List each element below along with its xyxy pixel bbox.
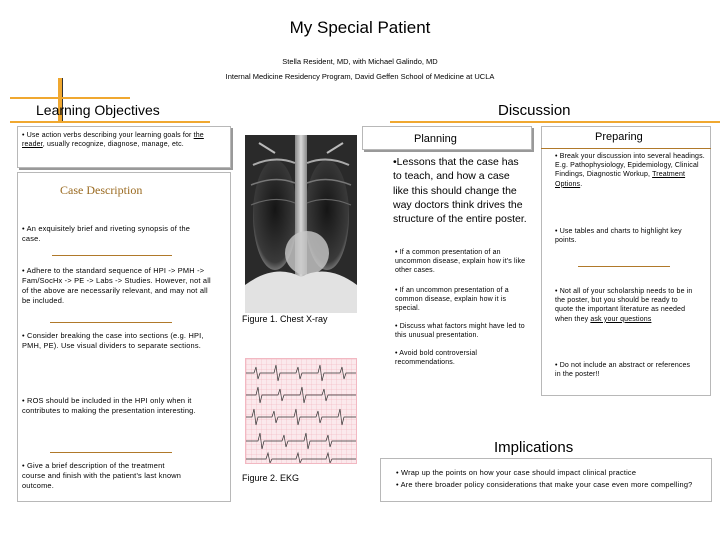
- preparing-bullet-2: • Use tables and charts to highlight key points.: [555, 228, 682, 245]
- implications-heading: Implications: [494, 439, 574, 456]
- poster-title: My Special Patient: [289, 18, 431, 37]
- preparing-heading-divider: [541, 148, 711, 149]
- case-divider-1: [52, 255, 172, 256]
- case-bullet-2: • Adhere to the standard sequence of HPI -> PMH -> Fam/SocHx -> PE -> Labs -> Studies. However, not all of the above are necessarily relevant, and may not all be included.: [22, 266, 211, 305]
- case-description-heading: Case Description: [60, 183, 143, 197]
- learning-objectives-heading: Learning Objectives: [36, 102, 160, 118]
- case-divider-2: [50, 322, 172, 323]
- planning-lead: •Lessons that the case has to teach, and how a case like this should change the way doctors think drives the structure of the entire poster.: [393, 156, 527, 226]
- figure-1-caption: Figure 1. Chest X-ray: [242, 314, 328, 324]
- planning-bullet-2: • If an uncommon presentation of a common disease, explain how it is special.: [395, 287, 509, 313]
- chest-xray-image: [245, 135, 357, 313]
- poster-authors: Stella Resident, MD, with Michael Galindo, MD: [282, 57, 438, 66]
- planning-bullet-4: • Avoid bold controversial recommendations.: [395, 350, 478, 367]
- preparing-divider: [578, 266, 670, 267]
- decor-top-bar: [10, 97, 130, 99]
- ask-questions-underlined: ask your questions: [590, 315, 652, 323]
- planning-bullet-3: • Discuss what factors might have led to this unusual presentation.: [395, 323, 525, 340]
- case-bullet-5: • Give a brief description of the treatment course and finish with the patient's last known outcome.: [22, 461, 182, 490]
- ekg-image: [245, 358, 357, 464]
- preparing-bullet-1: • Break your discussion into several headings. E.g. Pathophysiology, Epidemiology, Clinical Findings, Diagnostic Workup, Treatment Options.: [555, 153, 705, 188]
- case-bullet-4: • ROS should be included in the HPI only when it contributes to making the presentation interesting.: [22, 396, 196, 415]
- objectives-text: • Use action verbs describing your learning goals for the reader, usually recognize, diagnose, manage, etc.: [22, 132, 204, 149]
- planning-bullet-1: • If a common presentation of an uncommon disease, explain how it's like other cases.: [395, 249, 526, 275]
- treatment-options-link: Treatment Options: [555, 171, 686, 188]
- preparing-bullet-4: • Do not include an abstract or references in the poster!!: [555, 362, 691, 379]
- implications-bullet-1: • Wrap up the points on how your case should impact clinical practice: [396, 468, 637, 477]
- figure-2-caption: Figure 2. EKG: [242, 473, 300, 483]
- preparing-bullet-3: • Not all of your scholarship needs to be in the poster, but you should be ready to quote the important literature as needed when they ask your questions: [555, 288, 693, 323]
- preparing-heading: Preparing: [595, 131, 643, 143]
- objectives-underlined: the reader: [22, 132, 204, 149]
- decor-disc-underline: [390, 121, 720, 123]
- implications-bullet-2: • Are there broader policy considerations that make your case even more compelling?: [396, 480, 693, 489]
- planning-heading: Planning: [414, 133, 457, 145]
- discussion-heading: Discussion: [498, 102, 571, 119]
- case-divider-3: [50, 452, 172, 453]
- poster-affiliation: Internal Medicine Residency Program, David Geffen School of Medicine at UCLA: [225, 72, 495, 81]
- decor-lo-underline: [10, 121, 210, 123]
- case-bullet-3: • Consider breaking the case into sections (e.g. HPI, PMH, PE). Use visual dividers to separate sections.: [22, 331, 204, 350]
- case-bullet-1: • An exquisitely brief and riveting synopsis of the case.: [22, 224, 191, 243]
